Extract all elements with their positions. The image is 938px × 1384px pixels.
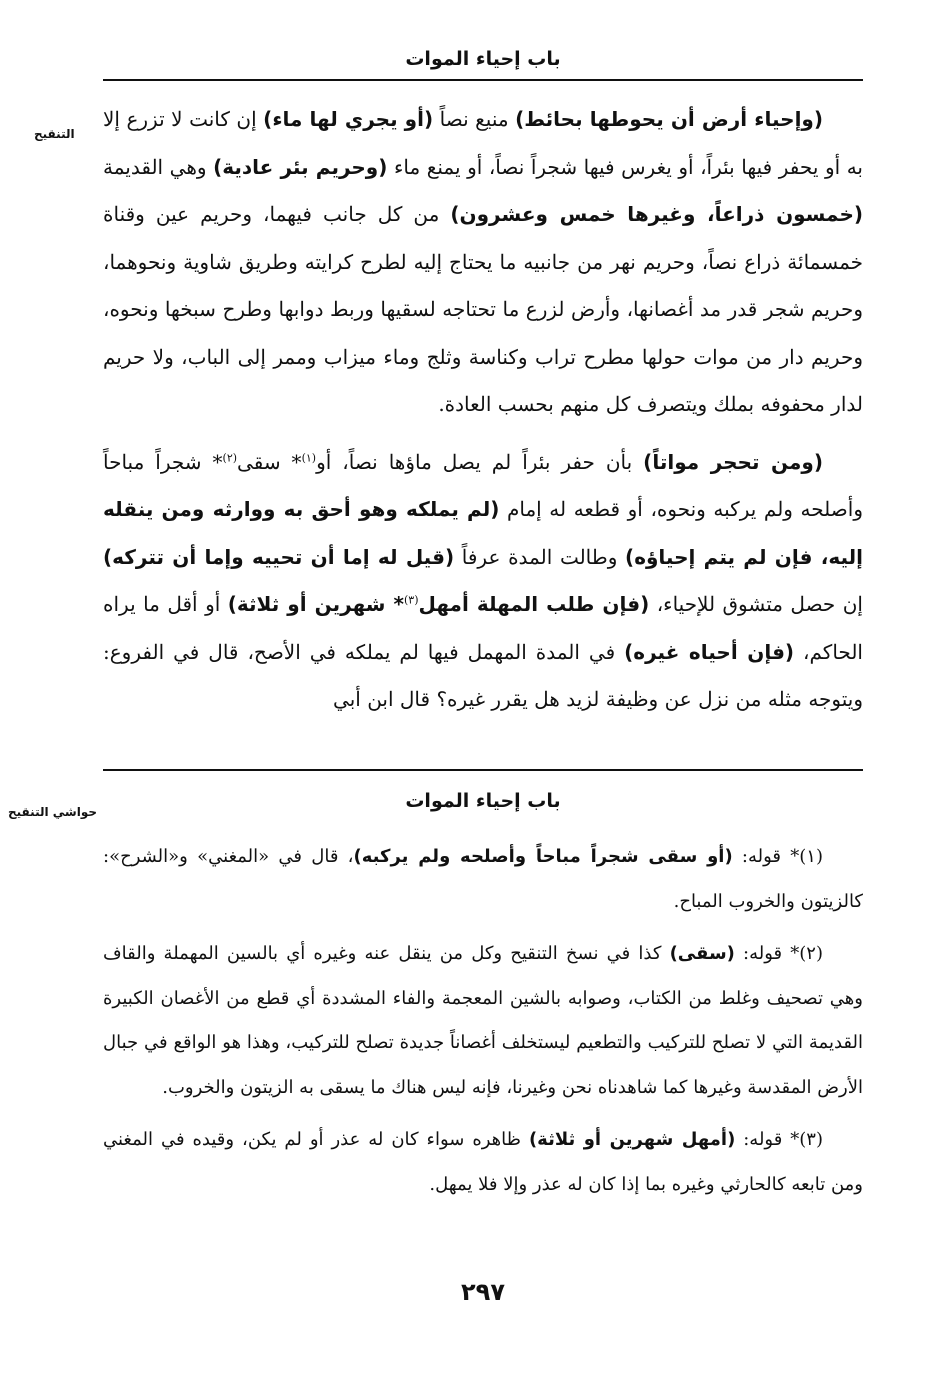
sharh-segment: في المدة المهمل فيها لم يملكه في الأصح، قال في الفروع: ويتوجه مثله من نزل عن وظيفة لزيد هل يقرر غيره؟ قال ابن أبي [103,639,863,711]
footnote-body: ظاهره سواء كان له عذر أو لم يكن، وقيده في المغني ومن تابعه كالحارثي وغيره بما إذا كان له عذر وإلا فلا يمهل. [103,1129,863,1195]
main-paragraph-1 [103,96,863,429]
sharh-segment: منيع نصاً [433,107,516,131]
matn-segment: (فإن أحياه غيره) [624,639,795,664]
footnote-body: كذا في نسخ التنقيح وكل من ينقل عنه وغيره أي بالسين المهملة والقاف وهي تصحيف وغلط من الكتاب، وصوابه بالشين المعجمة والفاء المشددة أي قطع من الأغصان الكبيرة القديمة التي لا تصلح للتركيب والتطعيم ليستخلف أغصاناً جديدة تصلح للتركيب، وهذا هو الواقع في جبال الأرض المقدسة وغيرها كما شاهدناه نحن وغيرنا، فإنه ليس هناك ما يسقى به الزيتون والخروب. [103,943,863,1098]
footnote-1 [103,835,863,924]
sharh-segment: إن حصل متشوق للإحياء، [649,592,863,616]
footnote-ref-3[interactable]: (٣) [403,593,419,607]
matn-segment: (لم يملكه وهو أحق به ووارثه ومن ينقله إليه، فإن لم يتم إحياؤه) [103,497,864,569]
matn-segment: * شهرين أو ثلاثة) [227,592,404,616]
matn-segment: (وحريم بئر عادية) [213,154,388,179]
sharh-segment: * شجراً مباحاً وأصلحه ولم يركبه ونحوه، أو قطعه له إمام [103,449,864,521]
margin-label-notes: حواشي التنقيح [8,805,98,819]
sharh-segment: وهي القديمة [103,154,214,179]
sharh-segment: من كل جانب فيهما، وحريم عين وقناة خمسمائة ذراع نصاً، وحريم نهر من جانبيه ما يحتاج إليه لطرح كرايته وطريق شاوية ونحوهما، وحريم شجر قدر مد أغصانها، وأرض لزرع ما تحتاجه لسقيها وربط دوابها وطرح سبخها ونحوه، وحريم دار من موات حولها مطرح تراب وكناسة وثلج وماء ميزاب وممر إلى الباب، ولا حريم لدار محفوفه بملك ويتصرف كل منهم بحسب العادة. [103,202,863,416]
footnote-3 [103,1118,863,1207]
sharh-segment: وطالت المدة عرفاً [454,544,626,569]
header-rule [103,79,863,81]
matn-segment: (خمسون ذراعاً، وغيرها خمس وعشرون) [450,202,863,226]
sharh-segment: * سقى [237,449,302,474]
matn-segment: (فإن طلب المهلة أمهل [418,592,650,616]
running-header: باب إحياء الموات [405,48,561,70]
matn-segment: (ومن تحجر مواتاً) [643,449,824,474]
footnote-marker: (٢)* قوله: [734,943,823,964]
notes-separator-rule [103,769,863,771]
sharh-segment: أو أقل ما يراه الحاكم، [103,592,863,664]
footnote-quote: (أمهل شهرين أو ثلاثة) [528,1129,736,1150]
page-number: ٢٩٧ [461,1278,505,1306]
footnote-ref-2[interactable]: (٢) [222,450,238,464]
main-text [103,96,863,724]
footnote-2 [103,932,863,1110]
footnote-ref-1[interactable]: (١) [301,450,317,464]
footnote-body: ، قال في «المغني» و«الشرح»: كالزيتون والخروب المباح. [103,846,863,912]
footnote-marker: (٣)* قوله: [735,1129,823,1150]
footnote-marker: (١)* قوله: [732,846,823,867]
sharh-segment: إن كانت لا تزرع إلا به أو يحفر فيها بئراً، أو يغرس فيها شجراً نصاً، أو يمنع ماء [103,107,863,179]
margin-label-main: التنقيح [34,127,75,141]
footnote-quote: (سقى) [669,943,735,964]
footnotes [103,835,863,1207]
main-paragraph-2 [103,439,863,724]
notes-title: باب إحياء الموات [405,790,561,812]
matn-segment: (وإحياء أرض أن يحوطها بحائط) [515,107,823,131]
footnote-quote: (أو سقى شجراً مباحاً وأصلحه ولم يركبه) [353,846,733,867]
sharh-segment: بأن حفر بئراً لم يصل ماؤها نصاً، أو [316,449,644,474]
matn-segment: (قيل له إما أن تحييه وإما أن تتركه) [103,544,455,569]
matn-segment: (أو يجري لها ماء) [263,107,434,131]
